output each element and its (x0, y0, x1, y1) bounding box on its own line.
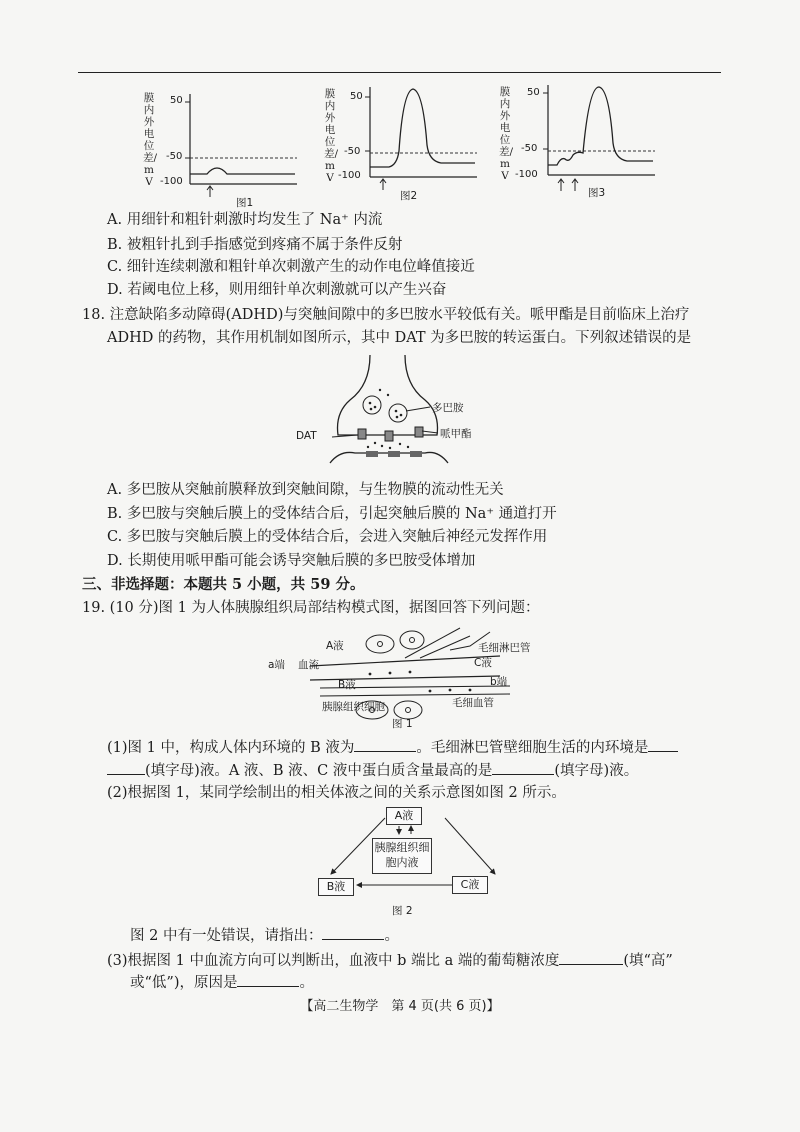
answer-blank-2b[interactable] (107, 760, 145, 775)
label-lymph: 毛细淋巴管 (478, 642, 531, 654)
label-c-fluid: C液 (474, 657, 492, 669)
label-b-fluid: B液 (338, 679, 356, 691)
graph1-tick-m100: -100 (160, 176, 183, 187)
q18-option-c: C. 多巴胺与突触后膜上的受体结合后，会进入突触后神经元发挥作用 (107, 529, 548, 545)
graph3-plot (543, 83, 663, 193)
q18-stem-line1: 18. 注意缺陷多动障碍(ADHD)与突触间隙中的多巴胺水平较低有关。哌甲酯是目前临床上治疗 (82, 307, 690, 323)
graph2-ylabel: 膜内外电位差/mV (324, 88, 339, 184)
q19-stem: 19. (10 分)图 1 为人体胰腺组织局部结构模式图，据图回答下列问题： (82, 600, 540, 616)
q19-part2: (2)根据图 1，某同学绘制出的相关体液之间的关系示意图如图 2 所示。 (107, 785, 566, 801)
box-b-fluid: B液 (318, 878, 354, 896)
label-a-end: a端 (268, 659, 285, 671)
q19-p1-text-b: 。毛细淋巴管壁细胞生活的内环境是 (416, 740, 649, 756)
graph3-caption: 图3 (588, 187, 606, 199)
q19-p3-text-d: 。 (299, 975, 314, 991)
q18-option-d: D. 长期使用哌甲酯可能会诱导突触后膜的多巴胺受体增加 (107, 553, 476, 569)
q19-p3-text-b: (填“高” (623, 953, 673, 969)
label-a-fluid: A液 (326, 640, 344, 652)
q19-p2-err-text: 图 2 中有一处错误，请指出： (130, 928, 323, 944)
graph1-caption: 图1 (236, 197, 254, 209)
q19-part3-line1 (107, 950, 673, 971)
answer-blank-5[interactable] (559, 950, 623, 965)
synapse-diagram (330, 355, 490, 470)
q19-p3-text-c: 或“低”)，原因是 (130, 975, 238, 991)
graph1-tick-m50: -50 (166, 151, 183, 162)
graph3-tick-m100: -100 (515, 169, 538, 180)
q19-part2-error (130, 925, 399, 946)
graph2-tick-m100: -100 (338, 170, 361, 181)
graph3-ylabel: 膜内外电位差/mV (499, 86, 514, 182)
label-pancreas-cell: 胰腺组织细胞 (322, 701, 385, 713)
graph2-tick-50: 50 (350, 91, 363, 102)
label-b-end: b端 (490, 676, 508, 688)
answer-blank-3[interactable] (492, 760, 554, 775)
graph1-ylabel: 膜内外电位差/mV (143, 92, 158, 188)
graph2-tick-m50: -50 (344, 146, 361, 157)
q19-part1-line1 (107, 737, 678, 758)
label-blood-flow: 血流 (298, 659, 319, 671)
answer-blank-6[interactable] (237, 972, 299, 987)
answer-blank-4[interactable] (322, 925, 384, 940)
label-methylphenidate: 哌甲酯 (440, 428, 472, 440)
q19-p1-text-a: (1)图 1 中，构成人体内环境的 B 液为 (107, 740, 355, 756)
fig2-caption: 图 2 (392, 905, 413, 917)
q17-option-d: D. 若阈电位上移，则用细针单次刺激就可以产生兴奋 (107, 282, 447, 298)
q18-stem-line2: ADHD 的药物，其作用机制如图所示，其中 DAT 为多巴胺的转运蛋白。下列叙述错误的是 (107, 330, 692, 346)
graph1-tick-50: 50 (170, 95, 183, 106)
q19-p3-text-a: (3)根据图 1 中血流方向可以判断出，血液中 b 端比 a 端的葡萄糖浓度 (107, 953, 560, 969)
q19-p1-text-d: (填字母)液。 (554, 763, 639, 779)
page-footer: 【高二生物学 第 4 页(共 6 页)】 (300, 999, 500, 1014)
q19-p1-text-c: (填字母)液。A 液、B 液、C 液中蛋白质含量最高的是 (145, 763, 493, 779)
label-dat: DAT (296, 430, 317, 442)
box-a-fluid: A液 (386, 807, 422, 825)
q18-option-a: A. 多巴胺从突触前膜释放到突触间隙，与生物膜的流动性无关 (107, 482, 504, 498)
q19-part3-line2 (130, 972, 314, 993)
label-capillary: 毛细血管 (452, 697, 494, 709)
q17-option-a: A. 用细针和粗针刺激时均发生了 Na⁺ 内流 (107, 212, 383, 228)
q19-p2-err-end: 。 (384, 928, 399, 944)
q17-option-b: B. 被粗针扎到手指感觉到疼痛不属于条件反射 (107, 237, 403, 253)
label-dopamine: 多巴胺 (432, 402, 464, 414)
box-cell-fluid: 胰腺组织细胞内液 (372, 838, 432, 874)
answer-blank-2a[interactable] (648, 737, 678, 752)
q17-option-c: C. 细针连续刺激和粗针单次刺激产生的动作电位峰值接近 (107, 259, 475, 275)
fig1-caption: 图 1 (392, 718, 413, 730)
graph3-tick-50: 50 (527, 87, 540, 98)
graph3-tick-m50: -50 (521, 143, 538, 154)
q18-option-b: B. 多巴胺与突触后膜上的受体结合后，引起突触后膜的 Na⁺ 通道打开 (107, 506, 557, 522)
answer-blank-1[interactable] (354, 737, 416, 752)
graph2-caption: 图2 (400, 190, 418, 202)
q19-part1-line2 (107, 760, 638, 781)
section3-heading: 三、非选择题：本题共 5 小题，共 59 分。 (82, 576, 365, 593)
header-rule (78, 72, 721, 73)
graph1-plot (185, 92, 305, 202)
graph2-plot (365, 85, 485, 195)
box-c-fluid: C液 (452, 876, 488, 894)
